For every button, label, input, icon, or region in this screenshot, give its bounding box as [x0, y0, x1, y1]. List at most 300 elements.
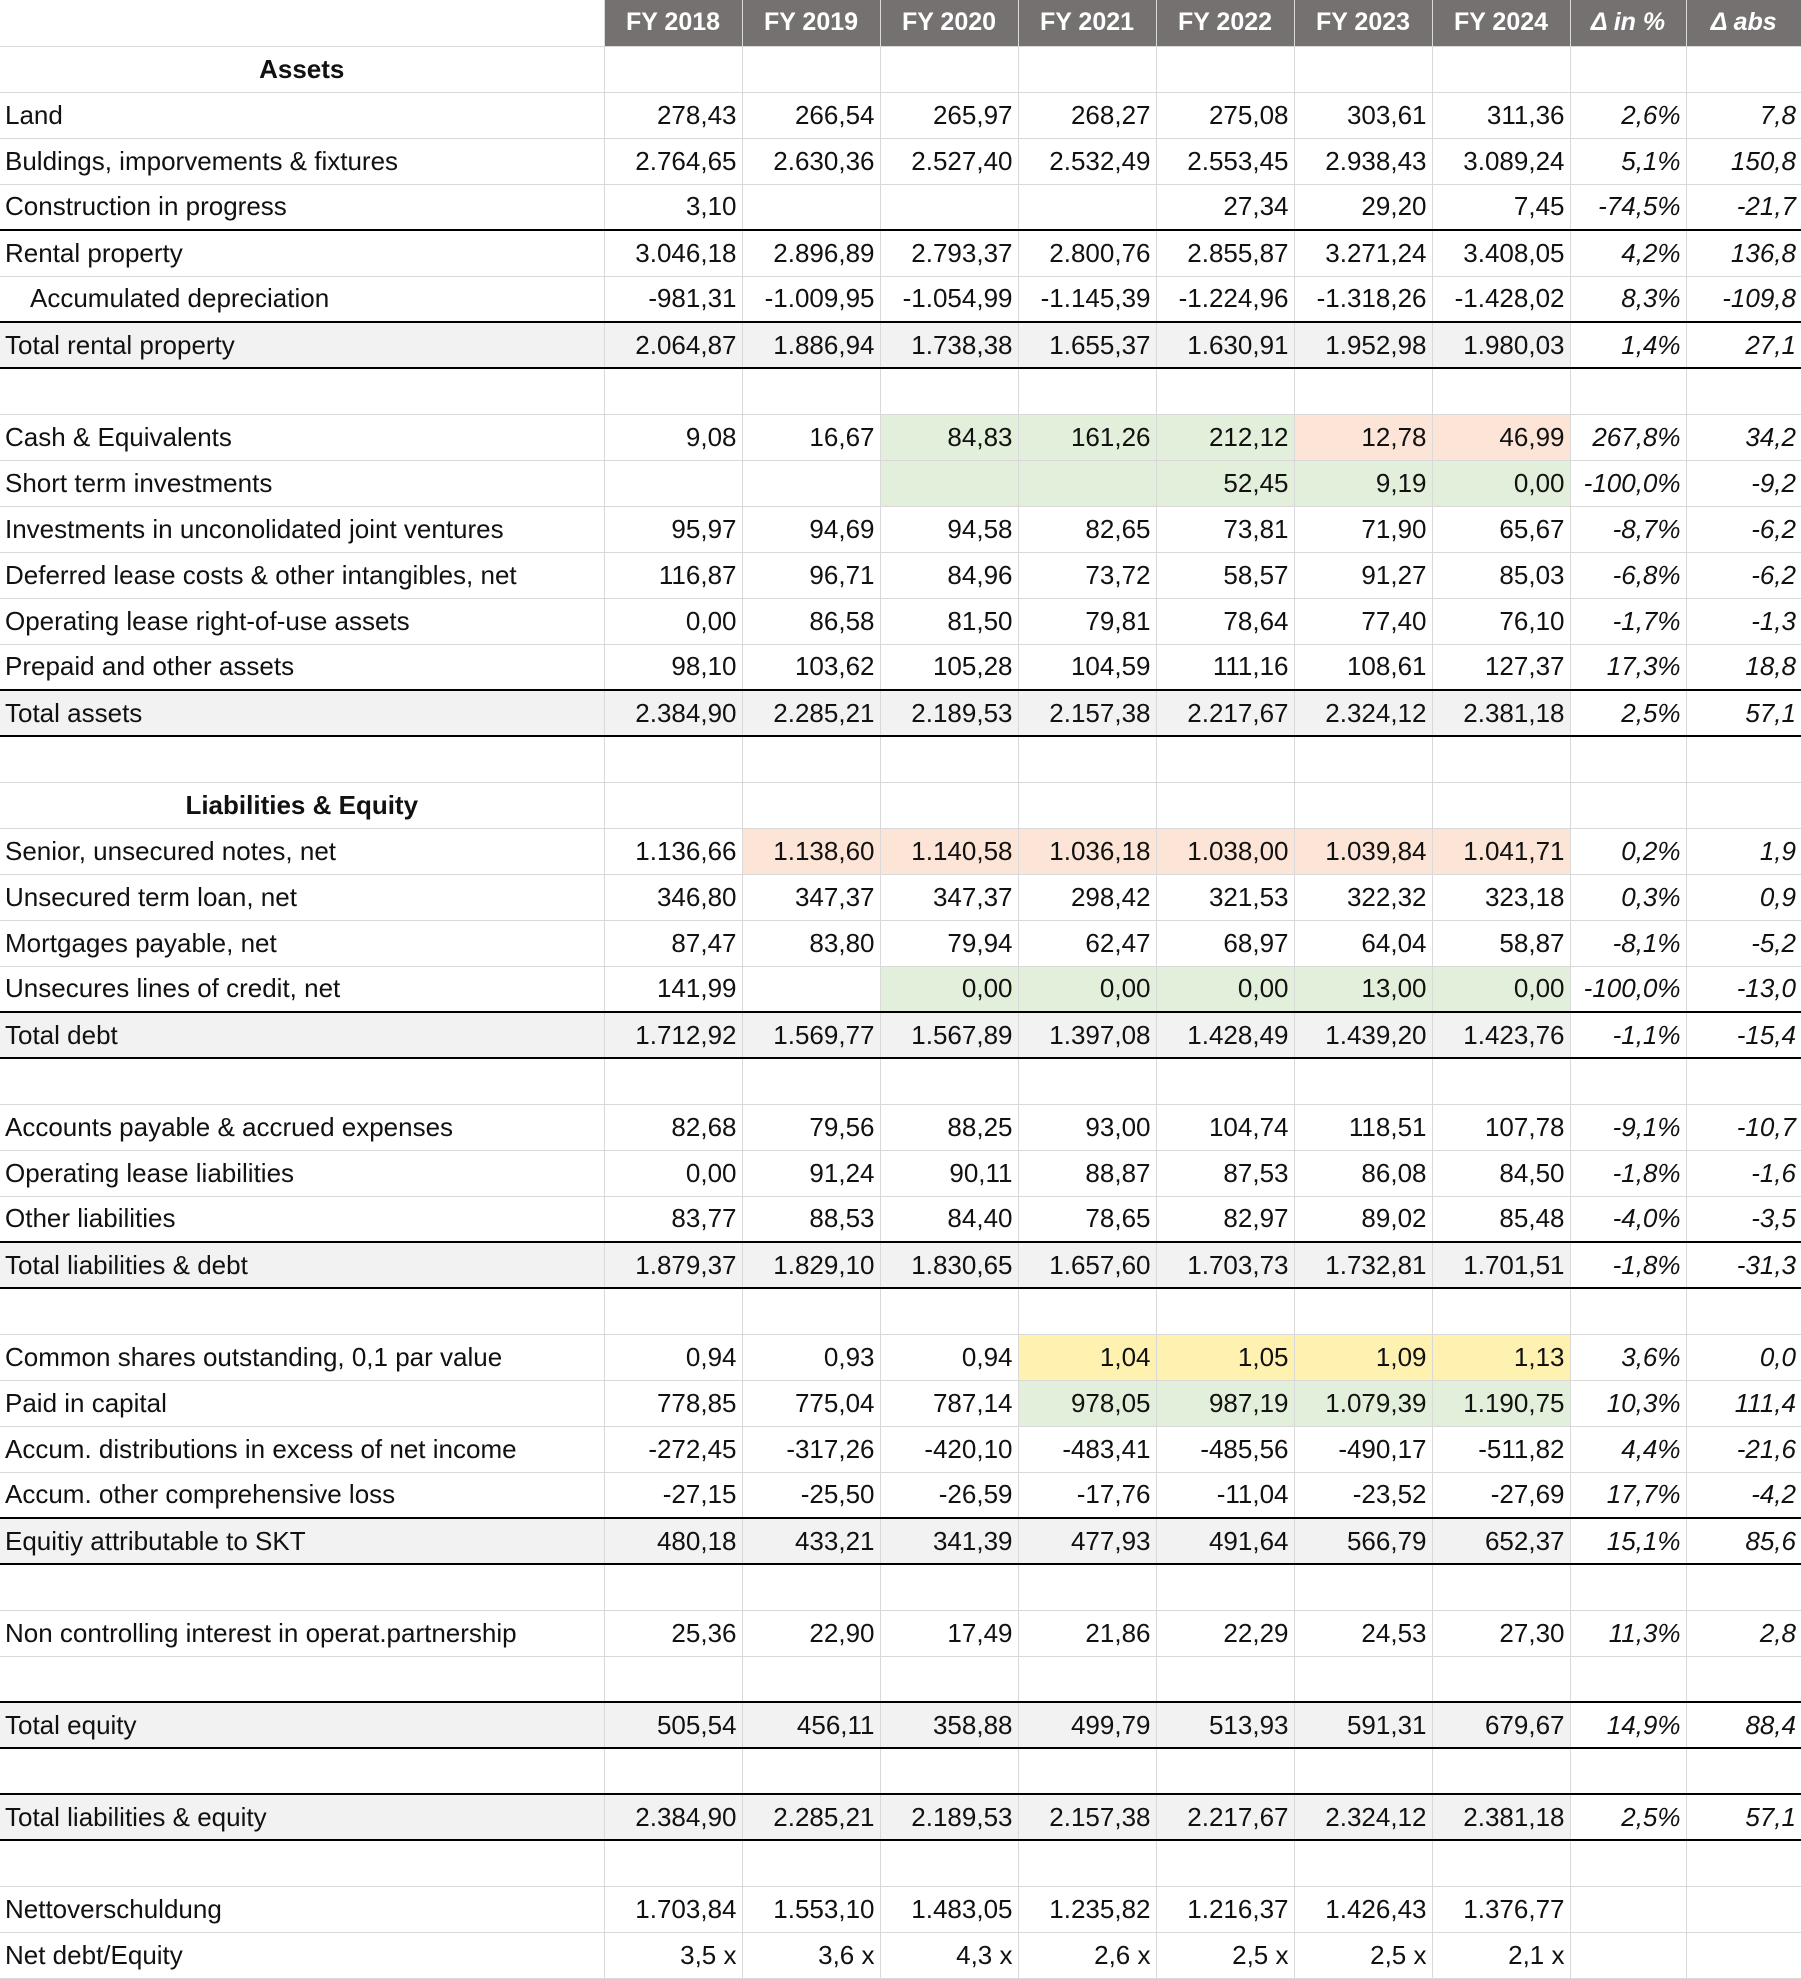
- delta-pct-cell[interactable]: 2,6%: [1570, 92, 1686, 138]
- value-cell[interactable]: 0,00: [1432, 460, 1570, 506]
- value-cell[interactable]: 268,27: [1018, 92, 1156, 138]
- empty-cell[interactable]: [880, 368, 1018, 414]
- value-cell[interactable]: 477,93: [1018, 1518, 1156, 1564]
- empty-cell[interactable]: [1570, 46, 1686, 92]
- value-cell[interactable]: 94,58: [880, 506, 1018, 552]
- delta-abs-cell[interactable]: -9,2: [1686, 460, 1801, 506]
- row-label[interactable]: Accum. other comprehensive loss: [0, 1472, 604, 1518]
- empty-cell[interactable]: [1018, 1840, 1156, 1886]
- value-cell[interactable]: 46,99: [1432, 414, 1570, 460]
- value-cell[interactable]: 2.532,49: [1018, 138, 1156, 184]
- value-cell[interactable]: 78,65: [1018, 1196, 1156, 1242]
- delta-pct-cell[interactable]: -6,8%: [1570, 552, 1686, 598]
- row-label[interactable]: Deferred lease costs & other intangibles, net: [0, 552, 604, 598]
- value-cell[interactable]: 2.938,43: [1294, 138, 1432, 184]
- value-cell[interactable]: 127,37: [1432, 644, 1570, 690]
- value-cell[interactable]: -511,82: [1432, 1426, 1570, 1472]
- value-cell[interactable]: 2.553,45: [1156, 138, 1294, 184]
- delta-abs-cell[interactable]: 34,2: [1686, 414, 1801, 460]
- delta-abs-cell[interactable]: -6,2: [1686, 552, 1801, 598]
- value-cell[interactable]: 1.886,94: [742, 322, 880, 368]
- value-cell[interactable]: 68,97: [1156, 920, 1294, 966]
- value-cell[interactable]: [604, 460, 742, 506]
- empty-cell[interactable]: [742, 368, 880, 414]
- delta-pct-cell[interactable]: -1,1%: [1570, 1012, 1686, 1058]
- value-cell[interactable]: 591,31: [1294, 1702, 1432, 1748]
- row-label[interactable]: Total equity: [0, 1702, 604, 1748]
- value-cell[interactable]: 1.703,73: [1156, 1242, 1294, 1288]
- row-label[interactable]: Land: [0, 92, 604, 138]
- delta-abs-cell[interactable]: [1686, 1886, 1801, 1932]
- value-cell[interactable]: 13,00: [1294, 966, 1432, 1012]
- delta-pct-cell[interactable]: 0,2%: [1570, 828, 1686, 874]
- delta-abs-cell[interactable]: -10,7: [1686, 1104, 1801, 1150]
- value-cell[interactable]: 88,87: [1018, 1150, 1156, 1196]
- empty-cell[interactable]: [1294, 1288, 1432, 1334]
- value-cell[interactable]: 1.216,37: [1156, 1886, 1294, 1932]
- value-cell[interactable]: 2.189,53: [880, 690, 1018, 736]
- delta-pct-cell[interactable]: 2,5%: [1570, 690, 1686, 736]
- value-cell[interactable]: 1.712,92: [604, 1012, 742, 1058]
- value-cell[interactable]: 118,51: [1294, 1104, 1432, 1150]
- section-title[interactable]: Liabilities & Equity: [0, 782, 604, 828]
- value-cell[interactable]: 2.855,87: [1156, 230, 1294, 276]
- empty-cell[interactable]: [1156, 1564, 1294, 1610]
- value-cell[interactable]: 2,5 x: [1294, 1932, 1432, 1978]
- value-cell[interactable]: 0,94: [880, 1334, 1018, 1380]
- delta-abs-cell[interactable]: 88,4: [1686, 1702, 1801, 1748]
- empty-cell[interactable]: [1686, 368, 1801, 414]
- empty-cell[interactable]: [1432, 736, 1570, 782]
- value-cell[interactable]: 71,90: [1294, 506, 1432, 552]
- delta-pct-cell[interactable]: [1570, 1886, 1686, 1932]
- value-cell[interactable]: 298,42: [1018, 874, 1156, 920]
- header-fy2018[interactable]: FY 2018: [604, 0, 742, 46]
- empty-cell[interactable]: [1570, 368, 1686, 414]
- delta-pct-cell[interactable]: 10,3%: [1570, 1380, 1686, 1426]
- value-cell[interactable]: -1.145,39: [1018, 276, 1156, 322]
- value-cell[interactable]: 1.235,82: [1018, 1886, 1156, 1932]
- empty-cell[interactable]: [1686, 1840, 1801, 1886]
- row-label[interactable]: Senior, unsecured notes, net: [0, 828, 604, 874]
- row-label[interactable]: Operating lease liabilities: [0, 1150, 604, 1196]
- delta-abs-cell[interactable]: 27,1: [1686, 322, 1801, 368]
- value-cell[interactable]: 82,97: [1156, 1196, 1294, 1242]
- value-cell[interactable]: 79,56: [742, 1104, 880, 1150]
- value-cell[interactable]: 1.038,00: [1156, 828, 1294, 874]
- value-cell[interactable]: 104,59: [1018, 644, 1156, 690]
- empty-cell[interactable]: [1432, 1564, 1570, 1610]
- value-cell[interactable]: 2.381,18: [1432, 1794, 1570, 1840]
- empty-cell[interactable]: [1156, 1656, 1294, 1702]
- value-cell[interactable]: 1.136,66: [604, 828, 742, 874]
- value-cell[interactable]: 2.217,67: [1156, 1794, 1294, 1840]
- row-label[interactable]: Paid in capital: [0, 1380, 604, 1426]
- value-cell[interactable]: 1,09: [1294, 1334, 1432, 1380]
- delta-pct-cell[interactable]: 1,4%: [1570, 322, 1686, 368]
- value-cell[interactable]: 141,99: [604, 966, 742, 1012]
- value-cell[interactable]: 24,53: [1294, 1610, 1432, 1656]
- value-cell[interactable]: 566,79: [1294, 1518, 1432, 1564]
- empty-cell[interactable]: [604, 1288, 742, 1334]
- delta-pct-cell[interactable]: -9,1%: [1570, 1104, 1686, 1150]
- value-cell[interactable]: 103,62: [742, 644, 880, 690]
- empty-cell[interactable]: [1294, 1058, 1432, 1104]
- empty-cell[interactable]: [1432, 782, 1570, 828]
- empty-cell[interactable]: [1156, 1840, 1294, 1886]
- value-cell[interactable]: 2.793,37: [880, 230, 1018, 276]
- empty-cell[interactable]: [1294, 782, 1432, 828]
- value-cell[interactable]: 25,36: [604, 1610, 742, 1656]
- value-cell[interactable]: 107,78: [1432, 1104, 1570, 1150]
- value-cell[interactable]: 81,50: [880, 598, 1018, 644]
- header-fy2022[interactable]: FY 2022: [1156, 0, 1294, 46]
- row-label[interactable]: Accumulated depreciation: [0, 276, 604, 322]
- value-cell[interactable]: 105,28: [880, 644, 1018, 690]
- value-cell[interactable]: 16,67: [742, 414, 880, 460]
- empty-cell[interactable]: [1686, 1288, 1801, 1334]
- value-cell[interactable]: 88,53: [742, 1196, 880, 1242]
- value-cell[interactable]: 84,96: [880, 552, 1018, 598]
- row-label[interactable]: Total assets: [0, 690, 604, 736]
- delta-abs-cell[interactable]: -109,8: [1686, 276, 1801, 322]
- delta-abs-cell[interactable]: 2,8: [1686, 1610, 1801, 1656]
- value-cell[interactable]: 58,87: [1432, 920, 1570, 966]
- value-cell[interactable]: 278,43: [604, 92, 742, 138]
- value-cell[interactable]: 0,00: [1432, 966, 1570, 1012]
- value-cell[interactable]: 161,26: [1018, 414, 1156, 460]
- value-cell[interactable]: -485,56: [1156, 1426, 1294, 1472]
- value-cell[interactable]: 1.829,10: [742, 1242, 880, 1288]
- value-cell[interactable]: 1.140,58: [880, 828, 1018, 874]
- value-cell[interactable]: 111,16: [1156, 644, 1294, 690]
- value-cell[interactable]: 91,24: [742, 1150, 880, 1196]
- delta-abs-cell[interactable]: -1,3: [1686, 598, 1801, 644]
- delta-abs-cell[interactable]: 57,1: [1686, 1794, 1801, 1840]
- value-cell[interactable]: 987,19: [1156, 1380, 1294, 1426]
- value-cell[interactable]: 1.423,76: [1432, 1012, 1570, 1058]
- value-cell[interactable]: 0,00: [604, 598, 742, 644]
- empty-cell[interactable]: [742, 1564, 880, 1610]
- empty-cell[interactable]: [604, 1656, 742, 1702]
- row-label[interactable]: Mortgages payable, net: [0, 920, 604, 966]
- row-label[interactable]: Short term investments: [0, 460, 604, 506]
- value-cell[interactable]: 341,39: [880, 1518, 1018, 1564]
- empty-cell[interactable]: [1018, 1288, 1156, 1334]
- empty-cell[interactable]: [1686, 736, 1801, 782]
- delta-abs-cell[interactable]: -1,6: [1686, 1150, 1801, 1196]
- delta-pct-cell[interactable]: 3,6%: [1570, 1334, 1686, 1380]
- value-cell[interactable]: [742, 966, 880, 1012]
- value-cell[interactable]: 456,11: [742, 1702, 880, 1748]
- empty-cell[interactable]: [742, 1058, 880, 1104]
- delta-abs-cell[interactable]: 0,9: [1686, 874, 1801, 920]
- value-cell[interactable]: 91,27: [1294, 552, 1432, 598]
- delta-pct-cell[interactable]: 4,2%: [1570, 230, 1686, 276]
- value-cell[interactable]: 2.064,87: [604, 322, 742, 368]
- delta-pct-cell[interactable]: -8,1%: [1570, 920, 1686, 966]
- value-cell[interactable]: 27,34: [1156, 184, 1294, 230]
- value-cell[interactable]: 78,64: [1156, 598, 1294, 644]
- delta-pct-cell[interactable]: 0,3%: [1570, 874, 1686, 920]
- empty-cell[interactable]: [1432, 1840, 1570, 1886]
- empty-cell[interactable]: [0, 1748, 604, 1794]
- section-title[interactable]: Assets: [0, 46, 604, 92]
- value-cell[interactable]: -981,31: [604, 276, 742, 322]
- empty-cell[interactable]: [1432, 1656, 1570, 1702]
- value-cell[interactable]: 17,49: [880, 1610, 1018, 1656]
- value-cell[interactable]: 321,53: [1156, 874, 1294, 920]
- value-cell[interactable]: 83,77: [604, 1196, 742, 1242]
- value-cell[interactable]: -1.318,26: [1294, 276, 1432, 322]
- value-cell[interactable]: -1.009,95: [742, 276, 880, 322]
- row-label[interactable]: Accum. distributions in excess of net income: [0, 1426, 604, 1472]
- value-cell[interactable]: [1018, 184, 1156, 230]
- value-cell[interactable]: 1.732,81: [1294, 1242, 1432, 1288]
- empty-cell[interactable]: [1156, 782, 1294, 828]
- value-cell[interactable]: -23,52: [1294, 1472, 1432, 1518]
- value-cell[interactable]: -1.054,99: [880, 276, 1018, 322]
- value-cell[interactable]: 76,10: [1432, 598, 1570, 644]
- empty-cell[interactable]: [880, 46, 1018, 92]
- empty-cell[interactable]: [880, 1288, 1018, 1334]
- empty-cell[interactable]: [742, 1656, 880, 1702]
- delta-abs-cell[interactable]: 111,4: [1686, 1380, 1801, 1426]
- value-cell[interactable]: 480,18: [604, 1518, 742, 1564]
- value-cell[interactable]: 2.157,38: [1018, 1794, 1156, 1840]
- value-cell[interactable]: 1.630,91: [1156, 322, 1294, 368]
- value-cell[interactable]: [880, 184, 1018, 230]
- empty-cell[interactable]: [1018, 368, 1156, 414]
- row-label[interactable]: Other liabilities: [0, 1196, 604, 1242]
- value-cell[interactable]: 3.046,18: [604, 230, 742, 276]
- delta-pct-cell[interactable]: -1,7%: [1570, 598, 1686, 644]
- value-cell[interactable]: 1,04: [1018, 1334, 1156, 1380]
- header-label-cell[interactable]: [0, 0, 604, 46]
- value-cell[interactable]: [880, 460, 1018, 506]
- empty-cell[interactable]: [604, 1058, 742, 1104]
- value-cell[interactable]: 1.703,84: [604, 1886, 742, 1932]
- delta-pct-cell[interactable]: 5,1%: [1570, 138, 1686, 184]
- empty-cell[interactable]: [1018, 1564, 1156, 1610]
- value-cell[interactable]: -1.224,96: [1156, 276, 1294, 322]
- delta-abs-cell[interactable]: 18,8: [1686, 644, 1801, 690]
- value-cell[interactable]: 322,32: [1294, 874, 1432, 920]
- value-cell[interactable]: -27,15: [604, 1472, 742, 1518]
- value-cell[interactable]: 0,00: [604, 1150, 742, 1196]
- empty-cell[interactable]: [1018, 1656, 1156, 1702]
- value-cell[interactable]: 3,5 x: [604, 1932, 742, 1978]
- value-cell[interactable]: 266,54: [742, 92, 880, 138]
- value-cell[interactable]: 86,08: [1294, 1150, 1432, 1196]
- value-cell[interactable]: 2.324,12: [1294, 1794, 1432, 1840]
- empty-cell[interactable]: [604, 1840, 742, 1886]
- value-cell[interactable]: 499,79: [1018, 1702, 1156, 1748]
- delta-abs-cell[interactable]: -31,3: [1686, 1242, 1801, 1288]
- empty-cell[interactable]: [0, 1288, 604, 1334]
- value-cell[interactable]: 347,37: [742, 874, 880, 920]
- value-cell[interactable]: 79,94: [880, 920, 1018, 966]
- value-cell[interactable]: 22,29: [1156, 1610, 1294, 1656]
- empty-cell[interactable]: [0, 736, 604, 782]
- value-cell[interactable]: 2,6 x: [1018, 1932, 1156, 1978]
- value-cell[interactable]: 98,10: [604, 644, 742, 690]
- row-label[interactable]: Total liabilities & debt: [0, 1242, 604, 1288]
- delta-pct-cell[interactable]: 15,1%: [1570, 1518, 1686, 1564]
- value-cell[interactable]: 491,64: [1156, 1518, 1294, 1564]
- delta-pct-cell[interactable]: -1,8%: [1570, 1242, 1686, 1288]
- empty-cell[interactable]: [0, 1058, 604, 1104]
- delta-pct-cell[interactable]: 267,8%: [1570, 414, 1686, 460]
- value-cell[interactable]: 2.285,21: [742, 690, 880, 736]
- empty-cell[interactable]: [1294, 736, 1432, 782]
- value-cell[interactable]: 73,72: [1018, 552, 1156, 598]
- empty-cell[interactable]: [1570, 782, 1686, 828]
- value-cell[interactable]: 311,36: [1432, 92, 1570, 138]
- value-cell[interactable]: 77,40: [1294, 598, 1432, 644]
- delta-abs-cell[interactable]: 85,6: [1686, 1518, 1801, 1564]
- value-cell[interactable]: 778,85: [604, 1380, 742, 1426]
- row-label[interactable]: Buldings, imporvements & fixtures: [0, 138, 604, 184]
- empty-cell[interactable]: [1570, 1656, 1686, 1702]
- value-cell[interactable]: 4,3 x: [880, 1932, 1018, 1978]
- empty-cell[interactable]: [1294, 1656, 1432, 1702]
- value-cell[interactable]: 27,30: [1432, 1610, 1570, 1656]
- value-cell[interactable]: 84,40: [880, 1196, 1018, 1242]
- empty-cell[interactable]: [1156, 368, 1294, 414]
- value-cell[interactable]: 29,20: [1294, 184, 1432, 230]
- value-cell[interactable]: 2.800,76: [1018, 230, 1156, 276]
- value-cell[interactable]: 84,50: [1432, 1150, 1570, 1196]
- value-cell[interactable]: 2.285,21: [742, 1794, 880, 1840]
- value-cell[interactable]: 2,5 x: [1156, 1932, 1294, 1978]
- empty-cell[interactable]: [880, 1840, 1018, 1886]
- empty-cell[interactable]: [1018, 1058, 1156, 1104]
- value-cell[interactable]: 3,10: [604, 184, 742, 230]
- empty-cell[interactable]: [1294, 1840, 1432, 1886]
- value-cell[interactable]: 1.376,77: [1432, 1886, 1570, 1932]
- delta-abs-cell[interactable]: 136,8: [1686, 230, 1801, 276]
- empty-cell[interactable]: [1294, 1564, 1432, 1610]
- delta-pct-cell[interactable]: 4,4%: [1570, 1426, 1686, 1472]
- header-fy2024[interactable]: FY 2024: [1432, 0, 1570, 46]
- value-cell[interactable]: 3.089,24: [1432, 138, 1570, 184]
- empty-cell[interactable]: [604, 782, 742, 828]
- value-cell[interactable]: 2.384,90: [604, 1794, 742, 1840]
- value-cell[interactable]: 1.567,89: [880, 1012, 1018, 1058]
- empty-cell[interactable]: [1432, 1058, 1570, 1104]
- value-cell[interactable]: 62,47: [1018, 920, 1156, 966]
- empty-cell[interactable]: [1686, 46, 1801, 92]
- empty-cell[interactable]: [1432, 1748, 1570, 1794]
- empty-cell[interactable]: [1018, 1748, 1156, 1794]
- value-cell[interactable]: 1.701,51: [1432, 1242, 1570, 1288]
- empty-cell[interactable]: [1686, 782, 1801, 828]
- empty-cell[interactable]: [1686, 1058, 1801, 1104]
- value-cell[interactable]: 82,65: [1018, 506, 1156, 552]
- value-cell[interactable]: 95,97: [604, 506, 742, 552]
- row-label[interactable]: Total liabilities & equity: [0, 1794, 604, 1840]
- header-fy2021[interactable]: FY 2021: [1018, 0, 1156, 46]
- value-cell[interactable]: 1.553,10: [742, 1886, 880, 1932]
- value-cell[interactable]: 85,48: [1432, 1196, 1570, 1242]
- value-cell[interactable]: 323,18: [1432, 874, 1570, 920]
- value-cell[interactable]: -1.428,02: [1432, 276, 1570, 322]
- value-cell[interactable]: 978,05: [1018, 1380, 1156, 1426]
- empty-cell[interactable]: [604, 368, 742, 414]
- value-cell[interactable]: 93,00: [1018, 1104, 1156, 1150]
- value-cell[interactable]: 1.879,37: [604, 1242, 742, 1288]
- value-cell[interactable]: -483,41: [1018, 1426, 1156, 1472]
- value-cell[interactable]: 86,58: [742, 598, 880, 644]
- value-cell[interactable]: 90,11: [880, 1150, 1018, 1196]
- value-cell[interactable]: 2.630,36: [742, 138, 880, 184]
- delta-pct-cell[interactable]: 11,3%: [1570, 1610, 1686, 1656]
- header-fy2020[interactable]: FY 2020: [880, 0, 1018, 46]
- empty-cell[interactable]: [1570, 1058, 1686, 1104]
- value-cell[interactable]: 58,57: [1156, 552, 1294, 598]
- value-cell[interactable]: 2.384,90: [604, 690, 742, 736]
- value-cell[interactable]: 9,19: [1294, 460, 1432, 506]
- value-cell[interactable]: 347,37: [880, 874, 1018, 920]
- value-cell[interactable]: 1,13: [1432, 1334, 1570, 1380]
- row-label[interactable]: Non controlling interest in operat.partnership: [0, 1610, 604, 1656]
- value-cell[interactable]: [742, 184, 880, 230]
- empty-cell[interactable]: [742, 1288, 880, 1334]
- value-cell[interactable]: -490,17: [1294, 1426, 1432, 1472]
- delta-abs-cell[interactable]: -13,0: [1686, 966, 1801, 1012]
- value-cell[interactable]: 2.217,67: [1156, 690, 1294, 736]
- empty-cell[interactable]: [742, 1840, 880, 1886]
- empty-cell[interactable]: [1432, 1288, 1570, 1334]
- empty-cell[interactable]: [1294, 46, 1432, 92]
- value-cell[interactable]: 0,00: [1156, 966, 1294, 1012]
- empty-cell[interactable]: [1432, 46, 1570, 92]
- empty-cell[interactable]: [880, 736, 1018, 782]
- delta-pct-cell[interactable]: -4,0%: [1570, 1196, 1686, 1242]
- delta-abs-cell[interactable]: 0,0: [1686, 1334, 1801, 1380]
- value-cell[interactable]: 1.830,65: [880, 1242, 1018, 1288]
- delta-pct-cell[interactable]: 17,3%: [1570, 644, 1686, 690]
- empty-cell[interactable]: [1018, 736, 1156, 782]
- value-cell[interactable]: 1.041,71: [1432, 828, 1570, 874]
- value-cell[interactable]: 94,69: [742, 506, 880, 552]
- row-label[interactable]: Investments in unconolidated joint ventures: [0, 506, 604, 552]
- row-label[interactable]: Accounts payable & accrued expenses: [0, 1104, 604, 1150]
- value-cell[interactable]: 65,67: [1432, 506, 1570, 552]
- value-cell[interactable]: -11,04: [1156, 1472, 1294, 1518]
- empty-cell[interactable]: [1686, 1564, 1801, 1610]
- value-cell[interactable]: 787,14: [880, 1380, 1018, 1426]
- value-cell[interactable]: 3.271,24: [1294, 230, 1432, 276]
- header-delta-abs[interactable]: Δ abs: [1686, 0, 1801, 46]
- delta-abs-cell[interactable]: -3,5: [1686, 1196, 1801, 1242]
- value-cell[interactable]: 1.079,39: [1294, 1380, 1432, 1426]
- value-cell[interactable]: 2.189,53: [880, 1794, 1018, 1840]
- value-cell[interactable]: 52,45: [1156, 460, 1294, 506]
- empty-cell[interactable]: [1018, 782, 1156, 828]
- value-cell[interactable]: 3.408,05: [1432, 230, 1570, 276]
- delta-abs-cell[interactable]: -15,4: [1686, 1012, 1801, 1058]
- value-cell[interactable]: 679,67: [1432, 1702, 1570, 1748]
- value-cell[interactable]: 1,05: [1156, 1334, 1294, 1380]
- delta-abs-cell[interactable]: -21,6: [1686, 1426, 1801, 1472]
- value-cell[interactable]: 87,47: [604, 920, 742, 966]
- value-cell[interactable]: 1.569,77: [742, 1012, 880, 1058]
- value-cell[interactable]: 513,93: [1156, 1702, 1294, 1748]
- empty-cell[interactable]: [604, 46, 742, 92]
- value-cell[interactable]: 7,45: [1432, 184, 1570, 230]
